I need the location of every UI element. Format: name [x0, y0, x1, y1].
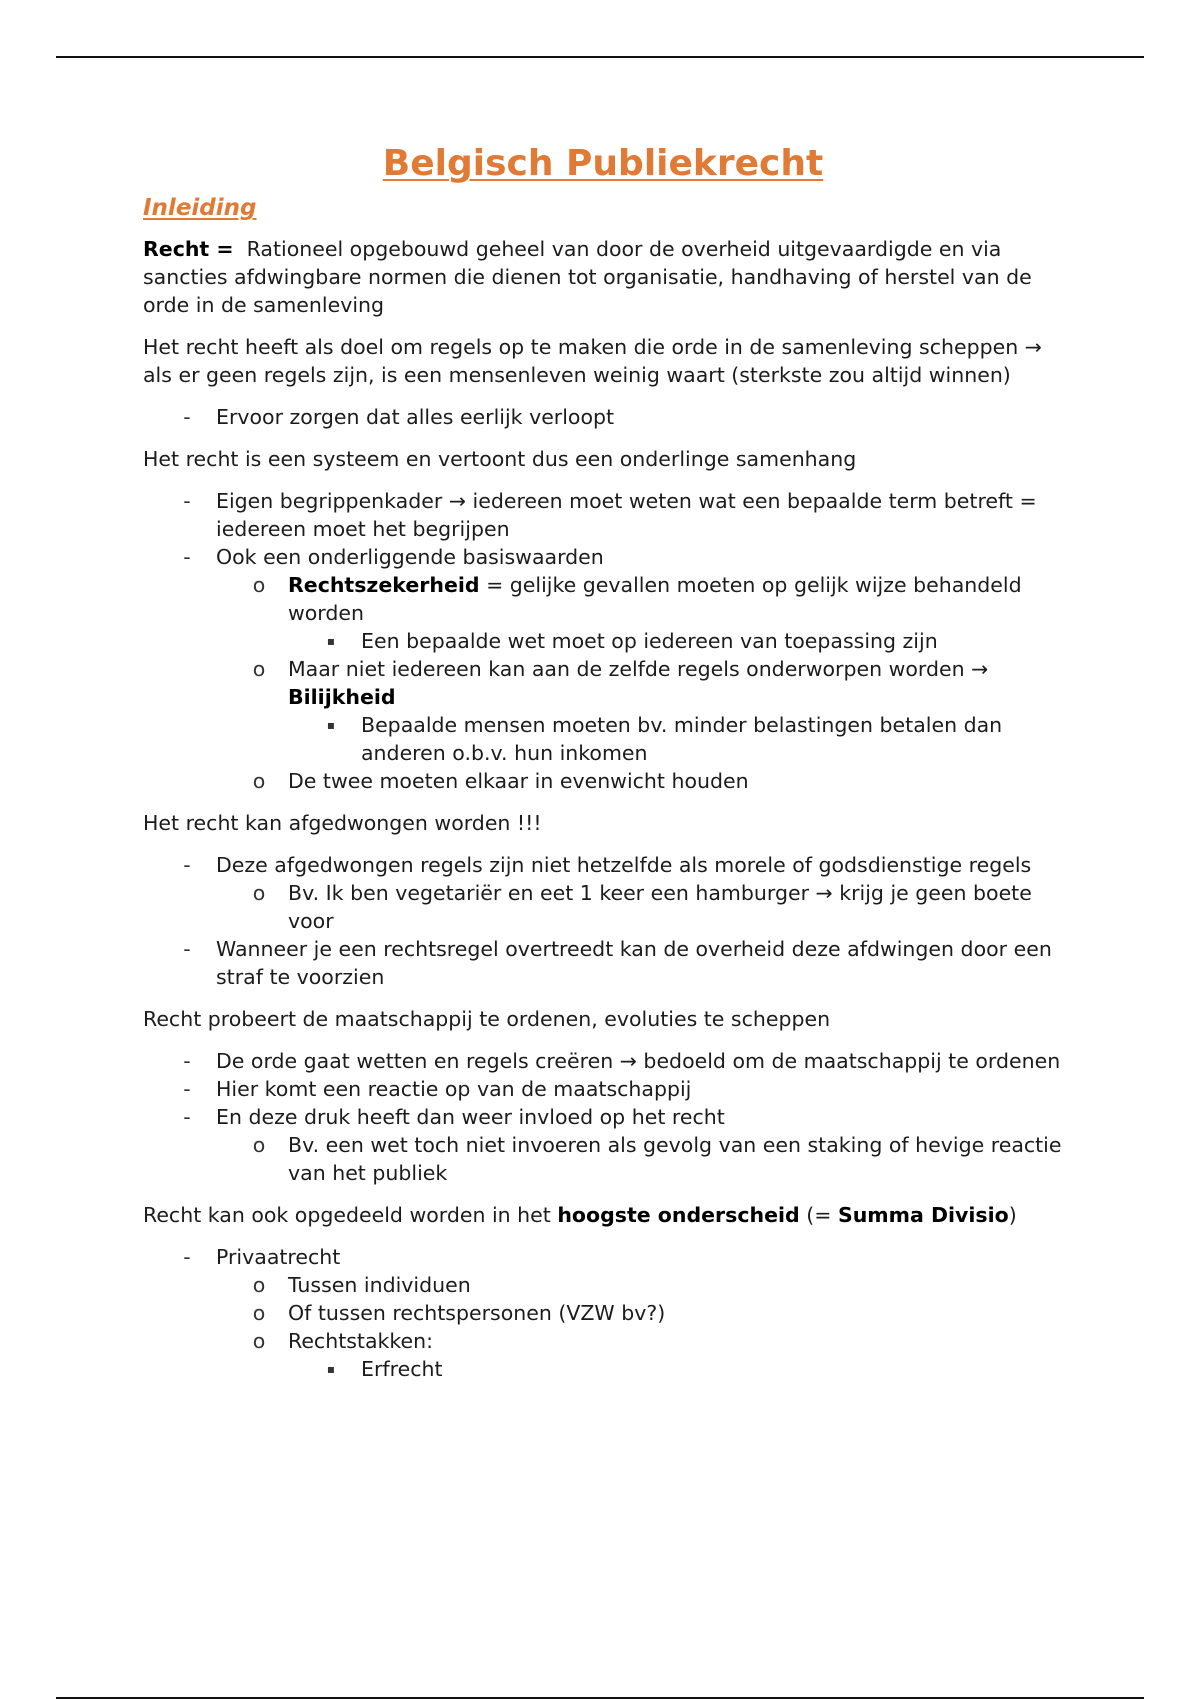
page-title: Belgisch Publiekrecht	[382, 143, 824, 184]
circle-bullet: o	[252, 657, 266, 681]
list-item: ▪ Erfrecht	[143, 1355, 1063, 1383]
term-hoogste-onderscheid: hoogste onderscheid	[557, 1203, 800, 1227]
list-ordenen	[143, 1047, 1063, 1187]
dash-bullet: -	[183, 545, 191, 569]
list-summa	[143, 1243, 1063, 1383]
circle-bullet: o	[252, 769, 266, 793]
circle-bullet: o	[252, 881, 266, 905]
list-afdwingen	[143, 851, 1063, 991]
circle-bullet: o	[252, 573, 266, 597]
dash-bullet: -	[183, 1077, 191, 1101]
list-item: o Tussen individuen	[143, 1271, 1063, 1299]
circle-bullet: o	[252, 1301, 266, 1325]
list-item: - Privaatrecht	[143, 1243, 1063, 1271]
square-bullet: ▪	[326, 718, 336, 732]
section-heading: Inleiding	[143, 195, 257, 221]
list-item: o Bv. Ik ben vegetariër en eet 1 keer een hamburger → krijg je geen boete voor	[143, 879, 1063, 935]
list-item: o Of tussen rechtspersonen (VZW bv?)	[143, 1299, 1063, 1327]
list-item: o Bv. een wet toch niet invoeren als gevolg van een staking of hevige reactie van het publiek	[143, 1131, 1063, 1187]
list-item: - Eigen begrippenkader → iedereen moet weten wat een bepaalde term betreft = iedereen moet het begrijpen	[143, 487, 1063, 543]
list-item: o Maar niet iedereen kan aan de zelfde regels onderworpen worden → Bilijkheid	[143, 655, 1063, 711]
list-item: - Deze afgedwongen regels zijn niet hetzelfde als morele of godsdienstige regels	[143, 851, 1063, 879]
list-item: - Ervoor zorgen dat alles eerlijk verloopt	[143, 403, 1063, 431]
definition-text: Rationeel opgebouwd geheel van door de overheid uitgevaardigde en via sancties afdwingbare normen die dienen tot organisatie, handhaving of herstel van de orde in de samenleving	[143, 237, 1032, 317]
list-item: - De orde gaat wetten en regels creëren → bedoeld om de maatschappij te ordenen	[143, 1047, 1063, 1075]
list-doel	[143, 403, 1063, 431]
list-item: - En deze druk heeft dan weer invloed op het recht	[143, 1103, 1063, 1131]
list-item: o Rechtszekerheid = gelijke gevallen moeten op gelijk wijze behandeld worden	[143, 571, 1063, 627]
dash-bullet: -	[183, 853, 191, 877]
circle-bullet: o	[252, 1273, 266, 1297]
circle-bullet: o	[252, 1329, 266, 1353]
list-item: - Ook een onderliggende basiswaarden	[143, 543, 1063, 571]
paragraph-afdwingen: Het recht kan afgedwongen worden !!!	[143, 811, 542, 835]
paragraph-summa-divisio: Recht kan ook opgedeeld worden in het hoogste onderscheid (= Summa Divisio)	[143, 1203, 1017, 1227]
paragraph-doel: Het recht heeft als doel om regels op te maken die orde in de samenleving scheppen → als er geen regels zijn, is een mensenleven weinig waart (sterkste zou altijd winnen)	[143, 335, 1042, 387]
term-bilijkheid: Bilijkheid	[288, 685, 396, 709]
dash-bullet: -	[183, 1105, 191, 1129]
footer-rule	[56, 1697, 1144, 1699]
term-rechtszekerheid: Rechtszekerheid	[288, 573, 480, 597]
list-item: ▪ Bepaalde mensen moeten bv. minder belastingen betalen dan anderen o.b.v. hun inkomen	[143, 711, 1063, 767]
term-recht: Recht =	[143, 237, 234, 261]
dash-bullet: -	[183, 1245, 191, 1269]
list-item: o Rechtstakken:	[143, 1327, 1063, 1355]
dash-bullet: -	[183, 1049, 191, 1073]
dash-bullet: -	[183, 405, 191, 429]
list-item: - Wanneer je een rechtsregel overtreedt kan de overheid deze afdwingen door een straf te voorzien	[143, 935, 1063, 991]
square-bullet: ▪	[326, 634, 336, 648]
dash-bullet: -	[183, 489, 191, 513]
header-rule	[56, 56, 1144, 58]
document-body	[143, 138, 1063, 1397]
list-item: ▪ Een bepaalde wet moet op iedereen van toepassing zijn	[143, 627, 1063, 655]
term-summa-divisio: Summa Divisio	[837, 1203, 1009, 1227]
square-bullet: ▪	[326, 1362, 336, 1376]
list-systeem	[143, 487, 1063, 795]
circle-bullet: o	[252, 1133, 266, 1157]
dash-bullet: -	[183, 937, 191, 961]
list-item: o De twee moeten elkaar in evenwicht houden	[143, 767, 1063, 795]
paragraph-recht-definition	[143, 235, 1063, 319]
list-item: - Hier komt een reactie op van de maatschappij	[143, 1075, 1063, 1103]
paragraph-systeem: Het recht is een systeem en vertoont dus een onderlinge samenhang	[143, 447, 857, 471]
paragraph-ordenen: Recht probeert de maatschappij te ordenen, evoluties te scheppen	[143, 1007, 831, 1031]
